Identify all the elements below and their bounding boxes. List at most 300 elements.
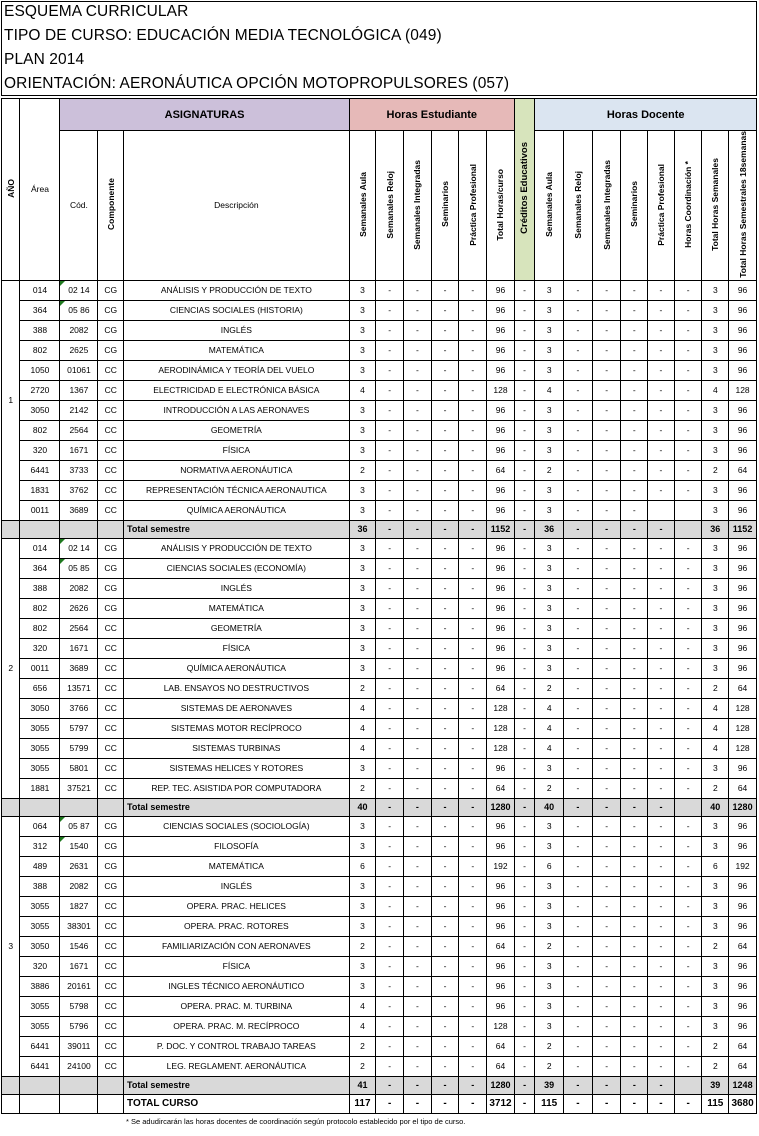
cell-hours: 3: [535, 956, 564, 976]
cell-hours: 3: [535, 836, 564, 856]
cell-hours: 2: [349, 678, 376, 698]
cell-hours: 3: [349, 360, 376, 380]
cell-hours: 128: [487, 380, 515, 400]
cell-hours: -: [431, 460, 459, 480]
cell-hours: -: [592, 280, 621, 300]
cell-descripcion: FAMILIARIZACIÓN CON AERONAVES: [124, 936, 350, 956]
cell-hours: -: [564, 876, 593, 896]
cell-hours: -: [621, 718, 648, 738]
cell-area: 656: [20, 678, 60, 698]
cell-hours: -: [514, 578, 535, 598]
col-est-1: Semanales Reloj: [376, 131, 404, 281]
cell-hours: 3: [535, 578, 564, 598]
grand-total-value: -: [404, 1094, 432, 1113]
table-row: [2, 500, 757, 520]
table-row: [2, 996, 757, 1016]
cell-hours: -: [648, 876, 675, 896]
table-row: [2, 976, 757, 996]
cell-cod: 2564: [60, 420, 98, 440]
cell-descripcion: MATEMÁTICA: [124, 598, 350, 618]
cell-componente: CC: [98, 460, 124, 480]
cell-hours: -: [648, 340, 675, 360]
cell-hours: 64: [729, 460, 757, 480]
cell-hours: 96: [487, 638, 515, 658]
cell-area: 6441: [20, 1056, 60, 1076]
cell-hours: -: [376, 420, 404, 440]
cell-hours: 3: [349, 816, 376, 836]
cell-hours: -: [514, 280, 535, 300]
cell-hours: 3: [535, 618, 564, 638]
table-row: [2, 738, 757, 758]
footnote: * Se adudircarán las horas docentes de coordinación según protocolo establecido por el tipo de curso.: [126, 1117, 466, 1126]
cell-hours: 4: [349, 718, 376, 738]
cell-area: 1050: [20, 360, 60, 380]
cell-hours: -: [564, 956, 593, 976]
cell-hours: 64: [487, 778, 515, 798]
empty-cell: [2, 798, 20, 816]
cell-hours: 3: [535, 896, 564, 916]
cell-descripcion: FÍSICA: [124, 440, 350, 460]
cell-hours: -: [404, 698, 432, 718]
cell-hours: -: [459, 618, 487, 638]
cell-hours: -: [514, 1036, 535, 1056]
cell-hours: -: [674, 300, 702, 320]
grand-total-value: -: [514, 1094, 535, 1113]
cell-cod: 3689: [60, 658, 98, 678]
col-descripcion: Descripción: [124, 131, 350, 281]
cell-hours: -: [404, 460, 432, 480]
cell-hours: -: [404, 936, 432, 956]
cell-componente: CG: [98, 538, 124, 558]
group-creditos: Créditos Educativos: [514, 99, 535, 281]
cell-hours: -: [404, 480, 432, 500]
col-doc-2: Semanales Integradas: [592, 131, 621, 281]
total-value: -: [376, 1076, 404, 1094]
cell-hours: -: [404, 300, 432, 320]
cell-hours: -: [564, 1056, 593, 1076]
cell-hours: 96: [487, 758, 515, 778]
cell-hours: -: [674, 836, 702, 856]
cell-hours: -: [592, 440, 621, 460]
cell-hours: 96: [487, 538, 515, 558]
cell-hours: 96: [729, 956, 757, 976]
cell-hours: -: [564, 1016, 593, 1036]
cell-hours: 96: [487, 578, 515, 598]
cell-hours: -: [674, 658, 702, 678]
cell-hours: -: [459, 320, 487, 340]
total-value: -: [648, 1076, 675, 1094]
cell-hours: -: [459, 1056, 487, 1076]
cell-hours: 3: [535, 280, 564, 300]
cell-hours: -: [459, 816, 487, 836]
cell-hours: -: [459, 996, 487, 1016]
table-row: [2, 956, 757, 976]
cell-hours: -: [376, 936, 404, 956]
cell-cod: 02 14: [60, 280, 98, 300]
cell-hours: -: [564, 320, 593, 340]
cell-hours: -: [376, 300, 404, 320]
empty-cell: [20, 1094, 60, 1113]
cell-cod: 1367: [60, 380, 98, 400]
cell-cod: 39011: [60, 1036, 98, 1056]
cell-componente: CC: [98, 778, 124, 798]
cell-hours: -: [674, 578, 702, 598]
group-horas-docente: Horas Docente: [535, 99, 757, 131]
cell-hours: -: [404, 956, 432, 976]
col-doc-4: Práctica Profesional: [648, 131, 675, 281]
cell-area: 3055: [20, 916, 60, 936]
total-value: -: [404, 520, 432, 538]
table-row: [2, 300, 757, 320]
cell-cod: 05 86: [60, 300, 98, 320]
cell-hours: 96: [487, 916, 515, 936]
cell-hours: -: [648, 460, 675, 480]
total-value: -: [431, 520, 459, 538]
total-value: 1280: [487, 798, 515, 816]
cell-hours: 64: [487, 1056, 515, 1076]
cell-hours: -: [404, 1016, 432, 1036]
col-doc-3: Seminarios: [621, 131, 648, 281]
cell-area: 320: [20, 440, 60, 460]
cell-hours: 128: [729, 718, 757, 738]
cell-hours: -: [621, 578, 648, 598]
cell-hours: -: [564, 1036, 593, 1056]
cell-hours: 96: [729, 758, 757, 778]
cell-area: 802: [20, 598, 60, 618]
grand-total-value: -: [621, 1094, 648, 1113]
cell-hours: -: [674, 718, 702, 738]
cell-area: 1831: [20, 480, 60, 500]
cell-hours: -: [648, 916, 675, 936]
cell-hours: -: [674, 936, 702, 956]
cell-hours: 96: [729, 320, 757, 340]
cell-hours: 128: [487, 718, 515, 738]
grand-total-label: TOTAL CURSO: [124, 1094, 350, 1113]
cell-hours: -: [404, 598, 432, 618]
cell-componente: CC: [98, 360, 124, 380]
cell-hours: -: [514, 1016, 535, 1036]
cell-hours: 2: [535, 1056, 564, 1076]
table-row: [2, 856, 757, 876]
table-row: [2, 836, 757, 856]
curriculum-table: [1, 98, 757, 1114]
cell-hours: 96: [729, 538, 757, 558]
cell-hours: -: [621, 1016, 648, 1036]
cell-area: 320: [20, 638, 60, 658]
table-row: [2, 460, 757, 480]
col-doc-1: Semanales Reloj: [564, 131, 593, 281]
cell-hours: -: [592, 718, 621, 738]
total-value: 40: [702, 798, 729, 816]
grand-total-value: 115: [535, 1094, 564, 1113]
cell-hours: -: [404, 340, 432, 360]
cell-hours: 4: [702, 718, 729, 738]
table-row: [2, 598, 757, 618]
cell-hours: 3: [535, 500, 564, 520]
cell-hours: -: [514, 876, 535, 896]
total-value: 36: [702, 520, 729, 538]
cell-componente: CC: [98, 480, 124, 500]
cell-hours: -: [648, 836, 675, 856]
cell-hours: -: [459, 758, 487, 778]
cell-hours: 2: [535, 678, 564, 698]
cell-cod: 2625: [60, 340, 98, 360]
empty-cell: [60, 798, 98, 816]
cell-hours: -: [431, 698, 459, 718]
cell-descripcion: INGLÉS: [124, 876, 350, 896]
cell-hours: -: [648, 718, 675, 738]
col-area: Área: [20, 99, 60, 281]
cell-hours: -: [404, 996, 432, 1016]
cell-descripcion: GEOMETRÍA: [124, 618, 350, 638]
total-semestre-row: [2, 1076, 757, 1094]
total-value: -: [431, 798, 459, 816]
cell-hours: -: [376, 1056, 404, 1076]
cell-hours: -: [674, 280, 702, 300]
cell-hours: -: [621, 400, 648, 420]
cell-hours: 96: [729, 500, 757, 520]
total-value: -: [431, 1076, 459, 1094]
cell-hours: -: [404, 618, 432, 638]
cell-hours: -: [459, 896, 487, 916]
table-row: [2, 876, 757, 896]
cell-hours: -: [648, 896, 675, 916]
cell-hours: -: [431, 856, 459, 876]
total-value: -: [564, 1076, 593, 1094]
cell-area: 802: [20, 420, 60, 440]
cell-hours: -: [376, 896, 404, 916]
cell-hours: -: [648, 320, 675, 340]
cell-hours: -: [674, 558, 702, 578]
cell-hours: -: [592, 778, 621, 798]
table-row: [2, 480, 757, 500]
cell-hours: 128: [729, 380, 757, 400]
cell-hours: -: [621, 1036, 648, 1056]
cell-hours: -: [459, 976, 487, 996]
table-row: [2, 718, 757, 738]
cell-cod: 3689: [60, 500, 98, 520]
cell-hours: -: [648, 400, 675, 420]
cell-hours: -: [376, 340, 404, 360]
cell-hours: -: [621, 758, 648, 778]
cell-hours: -: [621, 678, 648, 698]
total-value: -: [621, 798, 648, 816]
cell-hours: 96: [729, 340, 757, 360]
cell-hours: 3: [702, 1016, 729, 1036]
cell-hours: -: [592, 460, 621, 480]
cell-hours: -: [621, 558, 648, 578]
total-value: 1152: [729, 520, 757, 538]
total-value: -: [621, 520, 648, 538]
group-asignaturas: ASIGNATURAS: [60, 99, 349, 131]
cell-hours: -: [431, 400, 459, 420]
table-row: [2, 916, 757, 936]
cell-hours: -: [404, 440, 432, 460]
cell-hours: -: [674, 856, 702, 876]
cell-hours: -: [459, 400, 487, 420]
cell-hours: -: [621, 460, 648, 480]
cell-descripcion: SISTEMAS MOTOR RECÍPROCO: [124, 718, 350, 738]
cell-hours: 3: [349, 758, 376, 778]
cell-hours: -: [674, 738, 702, 758]
cell-hours: -: [431, 836, 459, 856]
cell-descripcion: ELECTRICIDAD E ELECTRÓNICA BÁSICA: [124, 380, 350, 400]
cell-hours: -: [376, 1016, 404, 1036]
cell-hours: -: [376, 638, 404, 658]
cell-hours: -: [592, 856, 621, 876]
cell-hours: 4: [349, 698, 376, 718]
cell-hours: -: [459, 300, 487, 320]
cell-hours: 3: [702, 996, 729, 1016]
cell-hours: -: [431, 638, 459, 658]
col-doc-6: Total Horas Semanales: [702, 131, 729, 281]
cell-componente: CC: [98, 738, 124, 758]
empty-cell: [20, 1076, 60, 1094]
cell-hours: -: [376, 758, 404, 778]
cell-hours: -: [514, 778, 535, 798]
cell-hours: -: [592, 816, 621, 836]
cell-hours: 4: [349, 380, 376, 400]
cell-hours: -: [592, 836, 621, 856]
cell-area: 3055: [20, 896, 60, 916]
total-value: 1280: [487, 1076, 515, 1094]
header-course-type: TIPO DE CURSO: EDUCACIÓN MEDIA TECNOLÓGICA (049): [4, 27, 442, 44]
cell-descripcion: INGLÉS: [124, 578, 350, 598]
cell-hours: 3: [702, 360, 729, 380]
year-label: 1: [2, 280, 20, 520]
col-est-5: Total Horas/curso: [487, 131, 515, 281]
cell-hours: -: [459, 598, 487, 618]
cell-hours: 3: [535, 538, 564, 558]
cell-hours: -: [621, 300, 648, 320]
cell-cod: 1671: [60, 956, 98, 976]
cell-hours: 3: [349, 400, 376, 420]
cell-hours: 96: [729, 916, 757, 936]
cell-hours: -: [621, 320, 648, 340]
cell-hours: -: [592, 500, 621, 520]
cell-hours: -: [514, 460, 535, 480]
cell-hours: 192: [729, 856, 757, 876]
cell-hours: -: [592, 558, 621, 578]
total-value: -: [404, 1076, 432, 1094]
cell-hours: -: [621, 638, 648, 658]
cell-hours: 96: [729, 300, 757, 320]
cell-hours: 96: [729, 360, 757, 380]
cell-hours: -: [592, 618, 621, 638]
cell-hours: -: [592, 420, 621, 440]
cell-descripcion: LAB. ENSAYOS NO DESTRUCTIVOS: [124, 678, 350, 698]
cell-hours: -: [648, 558, 675, 578]
cell-hours: -: [592, 956, 621, 976]
col-componente: Componente: [98, 131, 124, 281]
cell-hours: -: [592, 1056, 621, 1076]
cell-hours: -: [674, 360, 702, 380]
cell-hours: 96: [729, 658, 757, 678]
cell-hours: -: [514, 400, 535, 420]
cell-hours: -: [431, 340, 459, 360]
cell-hours: -: [621, 856, 648, 876]
cell-area: 2720: [20, 380, 60, 400]
cell-hours: -: [404, 738, 432, 758]
cell-area: 0011: [20, 500, 60, 520]
cell-hours: -: [648, 996, 675, 1016]
cell-hours: -: [621, 500, 648, 520]
cell-hours: 3: [535, 598, 564, 618]
cell-hours: -: [514, 618, 535, 638]
cell-hours: -: [674, 758, 702, 778]
cell-hours: -: [514, 698, 535, 718]
cell-hours: -: [674, 380, 702, 400]
cell-hours: 3: [349, 558, 376, 578]
cell-hours: -: [431, 420, 459, 440]
cell-hours: -: [564, 758, 593, 778]
cell-hours: 3: [535, 340, 564, 360]
cell-hours: -: [459, 738, 487, 758]
cell-hours: -: [564, 678, 593, 698]
cell-hours: -: [621, 976, 648, 996]
cell-hours: 4: [349, 1016, 376, 1036]
cell-area: 364: [20, 300, 60, 320]
cell-hours: -: [459, 658, 487, 678]
cell-hours: -: [674, 400, 702, 420]
cell-hours: -: [431, 896, 459, 916]
cell-hours: -: [376, 538, 404, 558]
cell-hours: -: [514, 638, 535, 658]
cell-hours: 4: [349, 996, 376, 1016]
cell-cod: 1671: [60, 638, 98, 658]
cell-hours: [674, 500, 702, 520]
cell-hours: 64: [729, 1036, 757, 1056]
cell-componente: CC: [98, 1036, 124, 1056]
cell-hours: -: [621, 738, 648, 758]
cell-cod: 1827: [60, 896, 98, 916]
cell-componente: CG: [98, 816, 124, 836]
cell-hours: 96: [729, 598, 757, 618]
total-value: -: [621, 1076, 648, 1094]
cell-cod: 24100: [60, 1056, 98, 1076]
cell-hours: -: [404, 500, 432, 520]
empty-cell: [2, 1094, 20, 1113]
cell-hours: -: [621, 380, 648, 400]
total-value: -: [459, 520, 487, 538]
cell-hours: -: [592, 1016, 621, 1036]
cell-descripcion: SISTEMAS TURBINAS: [124, 738, 350, 758]
cell-hours: 96: [487, 400, 515, 420]
table-row: [2, 816, 757, 836]
cell-descripcion: REP. TEC. ASISTIDA POR COMPUTADORA: [124, 778, 350, 798]
cell-hours: 3: [702, 976, 729, 996]
total-curso-row: [2, 1094, 757, 1113]
cell-hours: 96: [487, 976, 515, 996]
cell-hours: -: [431, 500, 459, 520]
table-row: [2, 380, 757, 400]
cell-hours: -: [459, 698, 487, 718]
empty-cell: [20, 798, 60, 816]
cell-hours: -: [592, 380, 621, 400]
cell-cod: 2142: [60, 400, 98, 420]
cell-hours: 2: [535, 1036, 564, 1056]
cell-area: 064: [20, 816, 60, 836]
cell-hours: 2: [349, 1056, 376, 1076]
cell-componente: CC: [98, 400, 124, 420]
empty-cell: [2, 1076, 20, 1094]
cell-area: 6441: [20, 1036, 60, 1056]
cell-hours: -: [592, 916, 621, 936]
cell-hours: -: [592, 538, 621, 558]
cell-hours: 3: [702, 578, 729, 598]
cell-componente: CC: [98, 678, 124, 698]
total-value: -: [376, 798, 404, 816]
